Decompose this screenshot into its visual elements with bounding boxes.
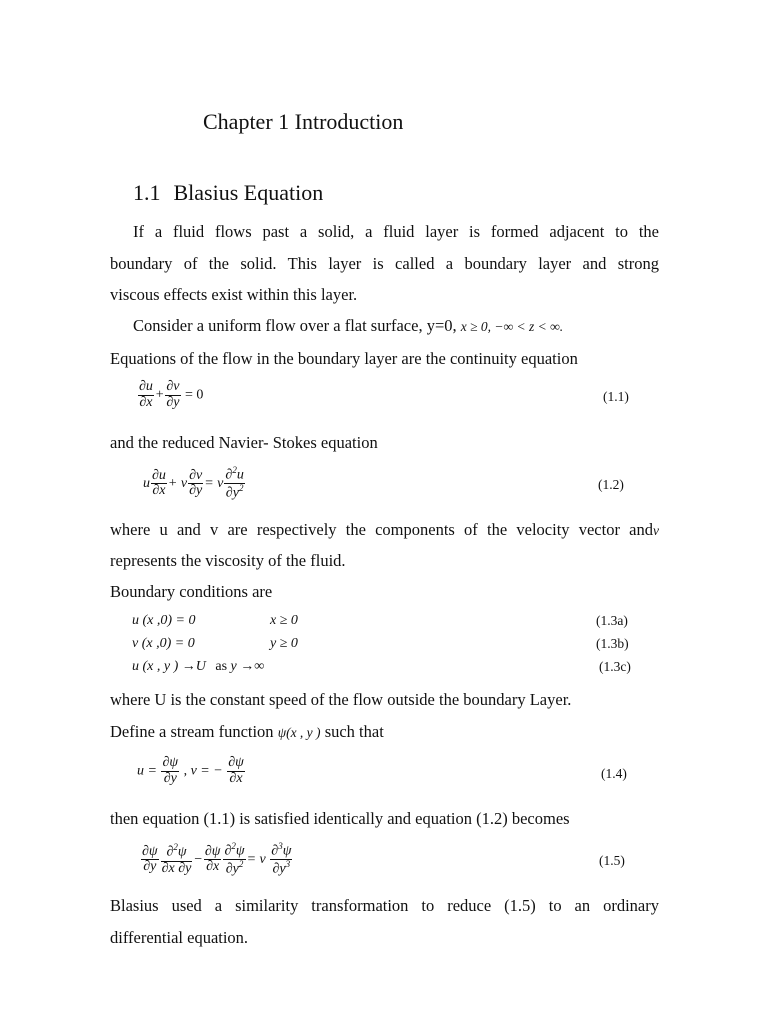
paragraph-2-line-1: [133, 316, 659, 337]
final-paragraph-line-1: Blasius used a similarity transformation to reduce (1.5) to an ordinary: [110, 896, 659, 915]
bc-1-3c-lhs: u (x , y ) →U: [132, 659, 206, 674]
bc-1-3a-lhs: u (x ,0) = 0: [132, 613, 196, 628]
paragraph-1-line-1: If a fluid flows past a solid, a fluid layer is formed adjacent to the: [133, 222, 659, 241]
equation-number-1-3a: (1.3a): [596, 613, 628, 628]
text-navier-stokes: and the reduced Navier- Stokes equation: [110, 433, 378, 452]
bc-1-3c-as: as: [215, 659, 228, 674]
text-stream-function: [110, 722, 659, 743]
text-velocity-components-body: where u and v are respectively the components of the velocity vector and: [110, 520, 653, 539]
boundary-conditions-heading: Boundary conditions are: [110, 582, 273, 601]
equation-number-1-1: (1.1): [603, 389, 629, 404]
stream-function-prefix: Define a stream function: [110, 722, 274, 741]
text-then-equation: then equation (1.1) is satisfied identically and equation (1.2) becomes: [110, 809, 570, 828]
paragraph-2-text: Consider a uniform flow over a flat surface, y=0,: [133, 316, 457, 335]
section-number: 1.1: [133, 180, 161, 205]
equation-number-1-2: (1.2): [598, 477, 624, 492]
text-constant-speed: where U is the constant speed of the flow outside the boundary Layer.: [110, 690, 572, 709]
equation-1-1: $\frac{\partial u}{\partial x}$ + $\frac{\partial v}{\partial y}$ = 0: [139, 379, 204, 410]
nu-symbol: ν: [653, 523, 659, 538]
final-paragraph-line-2: differential equation.: [110, 928, 249, 947]
chapter-title: Chapter 1 Introduction: [203, 109, 404, 134]
paragraph-2-line-2: Equations of the flow in the boundary layer are the continuity equation: [110, 349, 578, 368]
equation-1-4: u = $\frac{\partial\psi}{\partial y}$ , v = − $\frac{\partial\psi}{\partial x}$: [137, 755, 244, 786]
equation-1-5: $\frac{\partial\psi}{\partial y}$ $\frac{\partial^2\psi}{\partial x \partial y}$ − $\frac{\partial\psi}{\partial x}$ $\frac{\partial^2\psi}{\partial y^2}$ = ν $\frac{\partial^3\psi}{\partial y^3}$: [142, 841, 292, 877]
text-velocity-components: [110, 520, 659, 541]
paragraph-1-line-2: boundary of the solid. This layer is called a boundary layer and strong: [110, 254, 659, 273]
bc-1-3c-condition: y →∞: [230, 659, 265, 674]
equation-number-1-4: (1.4): [601, 766, 627, 781]
stream-function-symbol: ψ(x , y ): [277, 725, 321, 740]
bc-1-3b-condition: y ≥ 0: [270, 636, 298, 651]
equation-number-1-3b: (1.3b): [596, 636, 629, 651]
section-heading: [133, 180, 323, 206]
section-title: Blasius Equation: [173, 180, 324, 205]
bc-1-3c: [132, 659, 264, 675]
stream-function-suffix: such that: [324, 722, 384, 741]
equation-number-1-3c: (1.3c): [599, 659, 631, 674]
equation-1-2: u $\frac{\partial u}{\partial x}$ + v $\frac{\partial v}{\partial y}$ = ν $\frac{\partial^2u}{\partial y^2}$: [143, 465, 244, 501]
equation-number-1-5: (1.5): [599, 853, 625, 868]
domain-condition: x ≥ 0, −∞ < z < ∞.: [460, 319, 564, 334]
text-viscosity: represents the viscosity of the fluid.: [110, 551, 346, 570]
bc-1-3a-condition: x ≥ 0: [270, 613, 298, 628]
bc-1-3b-lhs: v (x ,0) = 0: [132, 636, 195, 651]
paragraph-1-line-3: viscous effects exist within this layer.: [110, 285, 358, 304]
